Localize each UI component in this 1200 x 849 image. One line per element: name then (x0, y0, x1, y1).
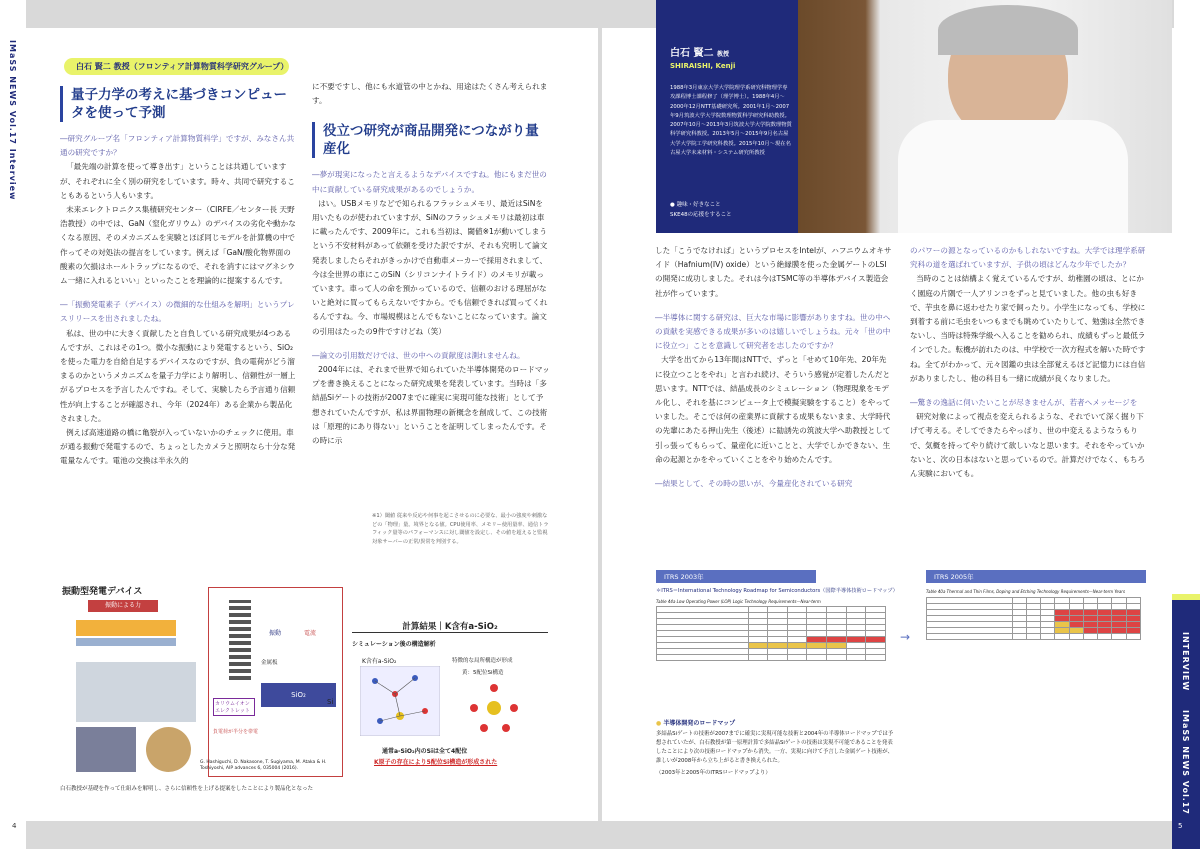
coin-icon (146, 727, 191, 772)
paragraph: 当時のことは結構よく覚えているんですが、幼稚園の頃は、とにかく園庭の片隅で一人アリンコをずっと見ていました。他の虫も好きで、芋虫を鼻に返わせたり家で飼ったり。小学生になっても、学校に到着する前に毛虫をいつもまでも眺めていたりして、勉強は全然できないし、当時は特殊学級へ入ることを勧められ、成績もずっと最低ラインでした。転機が訪れたのは、中学校で一次方程式を解いた時ですね。全てがわかって、元々図鑑の虫は全部覚えるほど記憶力には自信がありましたし、他の科目も一緒に成績が良くなりました。 (910, 274, 1146, 383)
side-band (1172, 600, 1200, 849)
current-label: 電流 (304, 630, 317, 637)
electret-label: カリウムイオンエレクトレット (213, 698, 255, 716)
hair-icon (938, 5, 1078, 55)
calc-figure (352, 620, 548, 780)
title-text: 教授 (716, 51, 729, 58)
shirt-icon (898, 120, 1128, 233)
roadmap-title: ● 半導体開発のロードマップ (656, 720, 736, 727)
itrs-2005-table (926, 597, 1141, 640)
margin-right-label-top: INTERVIEW (1181, 632, 1190, 692)
structure-icon (360, 666, 440, 736)
itrs-2003 (656, 570, 896, 715)
heading-quantum: 量子力学の考えに基づきコンピュータを使って予測 (60, 86, 298, 122)
roadmap-note (656, 718, 896, 776)
question: ―「振動発電素子（デバイス）の微細的な仕組みを解明」というプレスリリースを出されましたね。 (60, 300, 295, 324)
profile-box (656, 0, 798, 233)
roadmap-title-text: 半導体開発のロードマップ (663, 720, 736, 727)
hobby-text: SKE48の応援をすること (670, 212, 732, 218)
paragraph: 未来エレクトロニクス集積研究センター（CIRFE／センター長 天野 浩教授）の中では、GaN（窒化ガリウム）のデバイスの劣化や動かなくなる原因、そのメカニズムを実験とほぼ同じモデルを計算機の中で作ってその対処法の提言をしています。例えば「GaN/酸化物界面の酸素の欠損はホールトラップになるので、それを消すにはマグネシウム一緒に入れるといい」といったことを理論的に提案するんです。 (60, 205, 296, 286)
mechanism-panel (208, 587, 343, 777)
question: ―夢が現実になったと言えるようなデバイスですね。他にもまだ世の中に貢献している研究成果があるのでしょうか。 (312, 170, 547, 194)
hobby-label-text: 趣味・好きなこと (676, 202, 721, 208)
margin-right-label-bottom: IMaSS NEWS Vol.17 (1181, 710, 1190, 815)
itrs-2003-table (656, 606, 886, 661)
page-number-left: 4 (12, 822, 17, 830)
page-number-right: 5 (1178, 822, 1183, 830)
paragraph: 大学を出てから13年間はNTTで、ずっと「せめて10年先、20年先に役立つことをやれ」と言われ続け、そういう感覚が定着したんだと思います。NTTでは、結晶成長のシミュレーション（物理現象をモデル化し、それを基にコンピュータ上で模擬実験をすること）をやっていました。そこでは何の産業界に貢献する成果もないまま、大学時代の先輩にあたる押山先生（後述）に勧誘先の筑波大学へ助教授として引っ張ってもらって、量産化に近いことと、大学でしかできない、生命の起源とかをやっていくことをやり始めたんです。 (655, 355, 891, 464)
citation: G. Hashiguchi, D. Nakasone, T. Sugiyama, M. Ataka & H. Toshiyoshi, AIP advances 6, 035004 (2016). (200, 760, 327, 771)
paragraph: 例えば高速道路の橋に亀裂が入っていないかのチェックに使用。車が通る振動で発電するので、ちょっとしたカメラと照明なら十分な発電量なんです。電池の交換は半永久的 (60, 428, 296, 466)
column-3 (655, 244, 893, 491)
heading-commercial: 役立つ研究が商品開発につながり量産化 (312, 122, 550, 158)
profile-bio: 1988年3月東京大学大学院理学系研究科物理学専攻課程博士課程修了（理学博士）。1988年4月〜2000年12月NTT基礎研究所。2001年1月〜2007年9月筑波大学大学院数理物質科学研究科助教授。2007年10月〜2013年3月筑波大学大学院数理物質科学研究科教授。2013年5月〜2015年9月名古屋大学大学院工学研究科教授。2015年10月〜現在名古屋大学未来材料・システム研究所教授 (670, 85, 792, 157)
question: ―研究グループ名「フロンティア計算物質科学」ですが、みなさん共通の研究ですか？ (60, 134, 295, 158)
device-base-icon (76, 638, 176, 646)
device-photo-icon (76, 727, 136, 772)
metal-label: 金属板 (261, 660, 278, 666)
comb-icon (229, 600, 251, 680)
paragraph: に不要ですし、他にも水道管の中とかね、用途はたくさん考えられます。 (312, 82, 548, 106)
charge-label: 負電荷が半分を帯電 (213, 729, 259, 735)
portrait-photo (798, 0, 1172, 233)
interviewee-tag: 白石 賢二 教授（フロンティア計算物質科学研究グループ） (64, 58, 289, 75)
vibration-label: 振動 (269, 630, 282, 637)
left-margin (0, 0, 26, 849)
force-label: 振動による力 (88, 600, 158, 612)
feature-label: 特徴的な局所構造が形成 (452, 658, 513, 664)
paragraph: 研究対象によって視点を変えられるような、それでいて深く掘り下げて考える。そしてできたらやっぱり、世の中変えるようなうもりで、気概を持ってやり続けて欲しいなと思います。それをやっていかないと、次の日本はないと思っているので。計算だけでなく、もちろん実験においても。 (910, 412, 1146, 479)
question: のパワーの源となっているのかもしれないですね。大学では理学系研究科の道を選ばれていますが、子供の頃はどんな少年でしたか？ (910, 246, 1146, 270)
hobby-label: ● 趣味・好きなこと (670, 202, 721, 208)
paragraph: した「こうでなければ」というプロセスをIntelが、ハフニウムオキサイド（Hafnium(IV) oxide）という絶縁膜を使った金属ゲートのLSIの開発に成功しました。それは今はTSMC等の半導体デバイス製造会社が作っています。 (655, 246, 892, 298)
profile-name-en: SHIRAISHI, Kenji (670, 62, 736, 70)
paragraph: はい。USBメモリなどで知られるフラッシュメモリ、最近はSiNを用いたものが使われていますが、SiNのフラッシュメモリは最初は車に載ったんです、2009年に。これも当初は、閾値※1が動いてしまうという不安材料があって依頼を受けた訳ですが、それも究明して論文発表しましたらそれがきっかけで自動車メーカーで採用されまして、今は全世界の車にこのSiN（シリコンナイトライド）のメモリが載っています。車って人の命を預かっているので、信頼のおける理屈がないと絶対に買ってもらえないですから。でも信頼できれば買ってくれるんですね。今、市場規模はとんでもないことになっています。論文の引用はたったの9件ですけどね（笑） (312, 198, 548, 336)
sim-label: シミュレーション後の構造解析 (352, 641, 436, 648)
question: ―結果として、その時の思いが、今量産化されている研究 (655, 479, 853, 489)
margin-left-label: IMaSS NEWS Vol.17 Interview (8, 40, 17, 201)
question: ―驚きの逸話に伺いたいことが尽きませんが、若者へメッセージを (910, 398, 1138, 408)
question: ―半導体に関する研究は、巨大な市場に影響がありますね。世の中への貢献を実感できる成果が多いのは嬉しいでしょうね。元々「世の中に役立つ」ことを意識して研究者を志したのですか？ (655, 312, 891, 351)
five-coord-icon (464, 680, 524, 735)
paragraph: 私は、世の中に大きく貢献したと自負している研究成果が4つあるんですが、これはその1つ。微小な振動により発電するという、SiO₂を使った電力を自給自足するデバイスなのですが、負の電荷がどう溜まるのかというメカニズムを量子力学により解明し、信頼性が一層上がるプロセスを予言したんですね。そして、実験したら予言通り信頼性が向上することが確認され、今年（2024年）ある企業から製品化されました。 (60, 328, 296, 423)
table-title-2005: Table 40a Thermal and Thin Films, Doping and Etching Technology Requirements—Near-term Years (926, 589, 1126, 594)
k-label: K含有a-SiO₂ (362, 658, 397, 665)
arrow-icon: → (900, 630, 911, 644)
device-layer-icon (76, 620, 176, 636)
device-figure (58, 582, 348, 780)
paragraph: 2004年には、それまで世界で知られていた半導体開発のロードマップを書き換えることになった研究成果を発表しています。当時は「多結晶Siゲートの技術が2007までに確実に実現可能な技術」として予想されていたんですが、私は界面物理の新概念を創成して、この技術は「原理的にあり得ない」ということを証明してしまったんです。その時に示 (312, 365, 550, 446)
column-2 (312, 80, 550, 448)
table-title-2003: Table 44a Low Operating Power (LOP) Logic Technology Requirements—Near-term (656, 599, 821, 604)
sio2-block: SiO₂ (261, 683, 336, 707)
itrs-2005 (926, 570, 1146, 715)
five-coord-label: 黄：5配位Si構造 (462, 670, 504, 676)
roadmap-text: 多結晶Siゲートの技術が2007までに確実に実現可能な技術と2004年の半導体ロードマップでは予想されていたが、白石教授が第一原理計算で多結晶Siゲートの技術は実現不可能であることを発表したことにより次の技術ロードマップから消失。一方、実現に向けて予言した金属ゲート技術が、誰しいが2008年から立ち上がると書き換えられた。 (656, 731, 894, 764)
figure-title: 振動型発電デバイス (62, 587, 143, 597)
profile-name (670, 44, 729, 59)
column-1 (60, 80, 298, 469)
figure-caption: 白石教授が基礎を作って仕組みを解明し、さらに信頼性を上げる提案をしたことにより製品化となった (60, 786, 314, 792)
bottom-text-2: K原子の存在により5配位Si構造が形成された (374, 759, 498, 766)
question: ―論文の引用数だけでは、世の中への貢献度は測れませんね。 (312, 350, 525, 360)
itrs-desc: ＊ITRS＝International Technology Roadmap for Semiconductors（国際半導体技術ロードマップ） (656, 588, 898, 594)
name-text: 白石 賢二 (670, 48, 714, 59)
roadmap-source: （2003年と2005年のITRSロードマップより） (656, 770, 771, 776)
device-3d-icon (76, 662, 196, 722)
itrs-2003-label: ITRS 2003年 (656, 570, 816, 583)
calc-title: 計算結果｜K含有a-SiO₂ (352, 620, 548, 633)
itrs-2005-label: ITRS 2005年 (926, 570, 1146, 583)
si-label: Si (327, 698, 334, 706)
paragraph: 「最先端の計算を使って導き出す」ということは共通していますが、それぞれに全く別の研究をしています。時々、共同で研究することもあるという人もいます。 (60, 162, 295, 200)
footnote: ※1）閾値 従来や反応や何事を起こさせるのに必要な、最小の強度や刺激などの「物理」量。境界となる値。CPU使用率、メモリー使用量率、通信トラフィック量等のパフォーマンスに対し閾値を設定し、その値を超えると監視対象サーバーの正常/異常を判別する。 (372, 513, 549, 545)
bottom-text-1: 通常a-SiO₂内のSiは全て4配位 (382, 748, 468, 755)
column-4 (910, 244, 1146, 481)
